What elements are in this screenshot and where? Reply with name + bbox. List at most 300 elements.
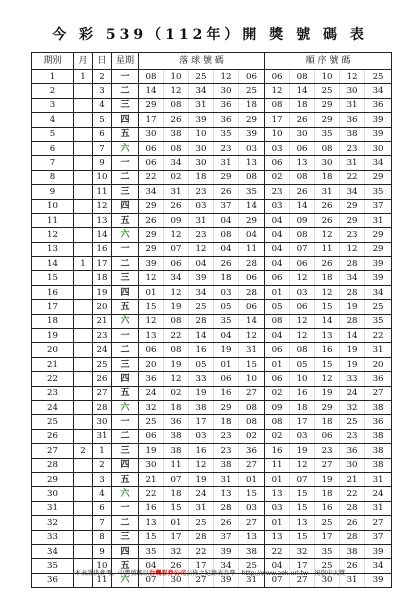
month-cell: 2	[74, 444, 93, 458]
day-cell: 2	[93, 458, 112, 472]
draw-number: 38	[239, 544, 265, 558]
draw-number: 08	[139, 70, 164, 84]
sorted-number: 37	[365, 199, 392, 213]
weekday-cell: 一	[112, 156, 139, 170]
sorted-number: 39	[365, 573, 392, 587]
sorted-number: 32	[340, 400, 365, 414]
draw-number: 36	[164, 415, 189, 429]
sorted-number: 28	[340, 530, 365, 544]
table-row	[32, 113, 392, 127]
day-cell: 16	[93, 242, 112, 256]
draw-number: 28	[239, 285, 265, 299]
sorted-number: 28	[340, 257, 365, 271]
table-body	[32, 70, 392, 588]
sorted-number: 06	[265, 271, 290, 285]
draw-number: 17	[189, 559, 214, 573]
weekday-cell: 四	[112, 199, 139, 213]
sorted-number: 12	[290, 271, 315, 285]
header-weekday: 星期	[112, 53, 139, 70]
sorted-number: 03	[265, 141, 290, 155]
draw-number: 38	[214, 458, 239, 472]
header-draw-order: 落 球 號 碼	[139, 53, 265, 70]
draw-number: 06	[239, 271, 265, 285]
sorted-number: 28	[340, 501, 365, 515]
sorted-number: 21	[340, 472, 365, 486]
sorted-number: 06	[265, 156, 290, 170]
draw-number: 18	[189, 170, 214, 184]
draw-number: 29	[139, 228, 164, 242]
sorted-number: 38	[340, 127, 365, 141]
draw-number: 18	[164, 400, 189, 414]
draw-number: 34	[139, 185, 164, 199]
draw-number: 08	[164, 343, 189, 357]
weekday-cell: 六	[112, 228, 139, 242]
month-cell: 1	[74, 257, 93, 271]
sorted-number: 36	[340, 113, 365, 127]
sorted-number: 07	[290, 242, 315, 256]
sorted-number: 04	[265, 228, 290, 242]
period-cell: 36	[32, 573, 74, 587]
draw-number: 31	[189, 213, 214, 227]
sorted-number: 04	[265, 257, 290, 271]
draw-number: 34	[164, 271, 189, 285]
draw-number: 39	[139, 257, 164, 271]
sorted-number: 29	[365, 170, 392, 184]
sorted-number: 06	[290, 300, 315, 314]
draw-number: 17	[139, 113, 164, 127]
footer-brand: 台灣彩券公司	[149, 570, 187, 577]
draw-number: 19	[189, 472, 214, 486]
sorted-number: 38	[365, 400, 392, 414]
sorted-number: 35	[365, 185, 392, 199]
table-row	[32, 429, 392, 443]
period-cell: 35	[32, 559, 74, 573]
draw-number: 06	[139, 156, 164, 170]
period-cell: 16	[32, 285, 74, 299]
weekday-cell: 二	[112, 429, 139, 443]
draw-number: 13	[239, 530, 265, 544]
table-row	[32, 228, 392, 242]
day-cell: 31	[93, 429, 112, 443]
sorted-number: 18	[315, 487, 340, 501]
draw-number: 06	[164, 257, 189, 271]
weekday-cell: 五	[112, 127, 139, 141]
period-cell: 27	[32, 444, 74, 458]
draw-number: 04	[189, 257, 214, 271]
table-row	[32, 156, 392, 170]
weekday-cell: 五	[112, 213, 139, 227]
period-cell: 1	[32, 70, 74, 84]
sorted-number: 31	[365, 213, 392, 227]
sorted-number: 02	[265, 429, 290, 443]
weekday-cell: 四	[112, 113, 139, 127]
draw-number: 13	[139, 516, 164, 530]
draw-number: 03	[189, 429, 214, 443]
sorted-number: 24	[340, 386, 365, 400]
period-cell: 8	[32, 170, 74, 184]
draw-number: 27	[239, 458, 265, 472]
draw-number: 31	[214, 156, 239, 170]
draw-number: 11	[164, 458, 189, 472]
draw-number: 04	[239, 228, 265, 242]
header-day: 日	[93, 53, 112, 70]
weekday-cell: 三	[112, 98, 139, 112]
draw-number: 04	[214, 242, 239, 256]
draw-number: 23	[214, 444, 239, 458]
month-cell	[74, 199, 93, 213]
sorted-number: 23	[340, 141, 365, 155]
sorted-number: 36	[340, 444, 365, 458]
month-cell	[74, 372, 93, 386]
header-month: 月	[74, 53, 93, 70]
weekday-cell: 六	[112, 314, 139, 328]
sorted-number: 16	[315, 501, 340, 515]
draw-number: 30	[189, 141, 214, 155]
draw-number: 25	[239, 84, 265, 98]
sorted-number: 19	[340, 357, 365, 371]
month-cell	[74, 516, 93, 530]
weekday-cell: 三	[112, 185, 139, 199]
sorted-number: 34	[365, 84, 392, 98]
day-cell: 3	[93, 84, 112, 98]
draw-number: 05	[189, 357, 214, 371]
draw-number: 21	[139, 472, 164, 486]
draw-number: 26	[164, 199, 189, 213]
sorted-number: 30	[290, 127, 315, 141]
sorted-number: 06	[290, 141, 315, 155]
draw-number: 09	[164, 213, 189, 227]
day-cell: 11	[93, 573, 112, 587]
draw-number: 25	[189, 70, 214, 84]
sorted-number: 23	[315, 444, 340, 458]
draw-number: 25	[139, 415, 164, 429]
period-cell: 5	[32, 127, 74, 141]
day-cell: 21	[93, 314, 112, 328]
footer-after: 公佈之紀錄表為準 http://www.aok.url.tw 祝您中大獎	[186, 570, 346, 577]
draw-number: 08	[164, 141, 189, 155]
day-cell: 26	[93, 372, 112, 386]
draw-number: 12	[164, 372, 189, 386]
sorted-number: 26	[290, 113, 315, 127]
sorted-number: 26	[340, 516, 365, 530]
draw-number: 06	[239, 70, 265, 84]
period-cell: 12	[32, 228, 74, 242]
weekday-cell: 三	[112, 444, 139, 458]
period-cell: 10	[32, 199, 74, 213]
draw-number: 12	[139, 314, 164, 328]
draw-number: 08	[239, 415, 265, 429]
weekday-cell: 二	[112, 257, 139, 271]
sorted-number: 17	[290, 559, 315, 573]
sorted-number: 30	[340, 458, 365, 472]
draw-number: 31	[239, 343, 265, 357]
month-cell	[74, 271, 93, 285]
draw-number: 37	[214, 530, 239, 544]
sorted-number: 13	[265, 487, 290, 501]
draw-number: 04	[214, 329, 239, 343]
draw-number: 34	[189, 285, 214, 299]
table-row	[32, 372, 392, 386]
draw-number: 12	[164, 285, 189, 299]
month-cell	[74, 400, 93, 414]
draw-number: 22	[139, 170, 164, 184]
draw-number: 04	[214, 213, 239, 227]
sorted-number: 11	[265, 458, 290, 472]
table-row	[32, 415, 392, 429]
draw-number: 35	[214, 314, 239, 328]
sorted-number: 14	[290, 199, 315, 213]
sorted-number: 29	[365, 228, 392, 242]
sorted-number: 31	[340, 156, 365, 170]
table-row	[32, 386, 392, 400]
day-cell: 9	[93, 544, 112, 558]
month-cell	[74, 429, 93, 443]
results-table	[31, 52, 392, 588]
draw-number: 19	[164, 357, 189, 371]
month-cell	[74, 127, 93, 141]
header-row	[32, 53, 392, 70]
draw-number: 34	[189, 84, 214, 98]
draw-number: 39	[239, 127, 265, 141]
weekday-cell: 一	[112, 415, 139, 429]
sorted-number: 29	[340, 213, 365, 227]
weekday-cell: 六	[112, 141, 139, 155]
weekday-cell: 三	[112, 530, 139, 544]
sorted-number: 22	[340, 487, 365, 501]
sorted-number: 34	[365, 285, 392, 299]
weekday-cell: 五	[112, 386, 139, 400]
draw-number: 29	[214, 400, 239, 414]
draw-number: 25	[239, 559, 265, 573]
draw-number: 15	[139, 300, 164, 314]
sorted-number: 01	[265, 516, 290, 530]
draw-number: 29	[239, 113, 265, 127]
sorted-number: 10	[290, 372, 315, 386]
table-row	[32, 487, 392, 501]
sorted-number: 27	[365, 386, 392, 400]
sorted-number: 06	[265, 70, 290, 84]
sorted-number: 13	[290, 516, 315, 530]
draw-number: 25	[189, 516, 214, 530]
draw-number: 32	[164, 544, 189, 558]
sorted-number: 34	[365, 156, 392, 170]
sorted-number: 16	[315, 343, 340, 357]
sorted-number: 27	[290, 573, 315, 587]
sorted-number: 03	[265, 199, 290, 213]
sorted-number: 39	[365, 113, 392, 127]
draw-number: 39	[214, 544, 239, 558]
draw-number: 05	[214, 300, 239, 314]
draw-number: 08	[164, 314, 189, 328]
sorted-number: 02	[265, 386, 290, 400]
weekday-cell: 三	[112, 357, 139, 371]
month-cell	[74, 285, 93, 299]
table-row	[32, 213, 392, 227]
period-cell: 6	[32, 141, 74, 155]
draw-number: 12	[214, 70, 239, 84]
table-row	[32, 170, 392, 184]
sorted-number: 05	[290, 357, 315, 371]
draw-number: 29	[239, 213, 265, 227]
day-cell: 19	[93, 285, 112, 299]
draw-number: 38	[164, 444, 189, 458]
sorted-number: 31	[365, 472, 392, 486]
draw-number: 01	[239, 472, 265, 486]
draw-number: 26	[139, 213, 164, 227]
month-cell	[74, 213, 93, 227]
draw-number: 34	[214, 559, 239, 573]
sorted-number: 08	[265, 314, 290, 328]
day-cell: 18	[93, 271, 112, 285]
period-cell: 14	[32, 257, 74, 271]
period-cell: 30	[32, 487, 74, 501]
sorted-number: 10	[265, 127, 290, 141]
draw-number: 30	[189, 156, 214, 170]
period-cell: 29	[32, 472, 74, 486]
day-cell: 10	[93, 559, 112, 573]
weekday-cell: 二	[112, 84, 139, 98]
table-row	[32, 285, 392, 299]
sorted-number: 26	[315, 257, 340, 271]
table-row	[32, 257, 392, 271]
draw-number: 18	[214, 415, 239, 429]
sorted-number: 29	[315, 113, 340, 127]
sorted-number: 14	[290, 84, 315, 98]
draw-number: 37	[214, 199, 239, 213]
draw-number: 10	[239, 372, 265, 386]
month-cell	[74, 228, 93, 242]
sorted-number: 32	[290, 544, 315, 558]
sorted-number: 35	[365, 314, 392, 328]
draw-number: 08	[239, 400, 265, 414]
sorted-number: 13	[315, 329, 340, 343]
sorted-number: 25	[365, 70, 392, 84]
draw-number: 27	[239, 386, 265, 400]
sorted-number: 29	[315, 400, 340, 414]
footer-before: 本表謹供參考，中獎號碼以	[74, 570, 149, 577]
table-row	[32, 98, 392, 112]
draw-number: 23	[214, 141, 239, 155]
sorted-number: 08	[265, 98, 290, 112]
sorted-number: 15	[290, 487, 315, 501]
day-cell: 6	[93, 127, 112, 141]
draw-number: 33	[189, 372, 214, 386]
sorted-number: 18	[290, 400, 315, 414]
period-cell: 15	[32, 271, 74, 285]
draw-number: 22	[164, 329, 189, 343]
draw-number: 23	[214, 429, 239, 443]
sorted-number: 06	[290, 257, 315, 271]
table-row	[32, 199, 392, 213]
sorted-number: 16	[290, 386, 315, 400]
sorted-number: 23	[340, 429, 365, 443]
sorted-number: 18	[315, 415, 340, 429]
period-cell: 33	[32, 530, 74, 544]
sorted-number: 19	[340, 343, 365, 357]
draw-number: 19	[139, 444, 164, 458]
day-cell: 9	[93, 156, 112, 170]
period-cell: 2	[32, 84, 74, 98]
draw-number: 31	[189, 501, 214, 515]
draw-number: 13	[139, 329, 164, 343]
draw-number: 24	[139, 386, 164, 400]
draw-number: 12	[189, 242, 214, 256]
draw-number: 08	[239, 170, 265, 184]
sorted-number: 39	[365, 127, 392, 141]
draw-number: 29	[214, 170, 239, 184]
day-cell: 13	[93, 213, 112, 227]
draw-number: 13	[239, 156, 265, 170]
month-cell	[74, 386, 93, 400]
draw-number: 14	[139, 84, 164, 98]
day-cell: 20	[93, 300, 112, 314]
sorted-number: 23	[265, 185, 290, 199]
weekday-cell: 六	[112, 573, 139, 587]
table-row	[32, 185, 392, 199]
month-cell	[74, 415, 93, 429]
sorted-number: 18	[290, 98, 315, 112]
draw-number: 04	[139, 559, 164, 573]
weekday-cell: 二	[112, 343, 139, 357]
draw-number: 03	[239, 141, 265, 155]
sorted-number: 11	[315, 242, 340, 256]
sorted-number: 25	[315, 516, 340, 530]
sorted-number: 30	[365, 141, 392, 155]
sorted-number: 15	[315, 357, 340, 371]
day-cell: 2	[93, 70, 112, 84]
sorted-number: 07	[290, 472, 315, 486]
sorted-number: 39	[365, 257, 392, 271]
draw-number: 30	[139, 458, 164, 472]
weekday-cell: 一	[112, 501, 139, 515]
sorted-number: 03	[290, 429, 315, 443]
day-cell: 6	[93, 501, 112, 515]
sorted-number: 04	[265, 242, 290, 256]
sorted-number: 29	[340, 199, 365, 213]
month-cell	[74, 329, 93, 343]
sorted-number: 12	[290, 314, 315, 328]
draw-number: 28	[189, 314, 214, 328]
draw-number: 39	[189, 113, 214, 127]
day-cell: 25	[93, 357, 112, 371]
period-cell: 3	[32, 98, 74, 112]
draw-number: 36	[239, 444, 265, 458]
draw-number: 06	[139, 141, 164, 155]
period-cell: 17	[32, 300, 74, 314]
sorted-number: 14	[315, 314, 340, 328]
sorted-number: 31	[315, 185, 340, 199]
month-cell	[74, 343, 93, 357]
day-cell: 3	[93, 472, 112, 486]
sorted-number: 15	[290, 530, 315, 544]
sorted-number: 12	[290, 329, 315, 343]
weekday-cell: 六	[112, 400, 139, 414]
draw-number: 10	[189, 127, 214, 141]
period-cell: 31	[32, 501, 74, 515]
sorted-number: 15	[290, 501, 315, 515]
draw-number: 06	[214, 372, 239, 386]
sorted-number: 08	[290, 170, 315, 184]
sorted-number: 17	[290, 415, 315, 429]
sorted-number: 28	[340, 314, 365, 328]
month-cell	[74, 185, 93, 199]
day-cell: 4	[93, 98, 112, 112]
weekday-cell: 四	[112, 458, 139, 472]
draw-number: 38	[164, 429, 189, 443]
draw-number: 27	[189, 573, 214, 587]
draw-number: 15	[239, 487, 265, 501]
table-row	[32, 329, 392, 343]
